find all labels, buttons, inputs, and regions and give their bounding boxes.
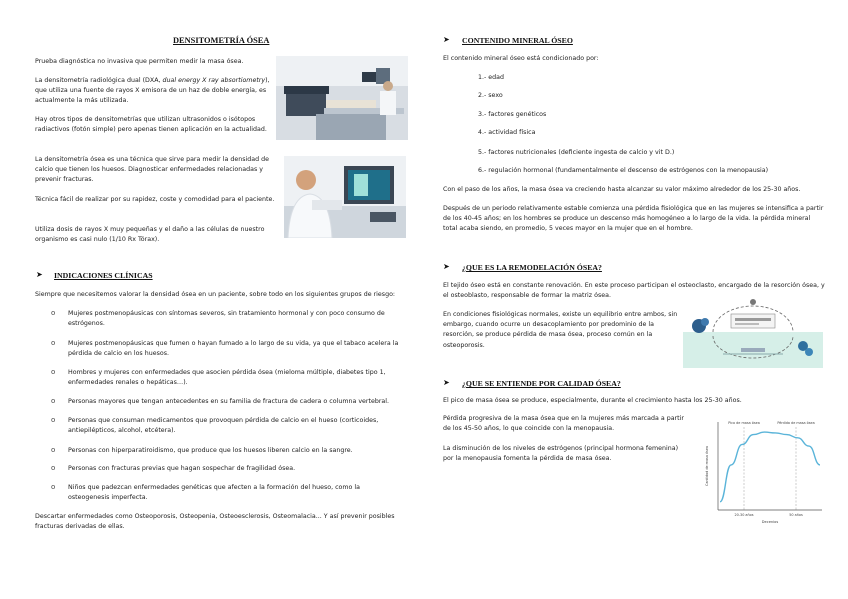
arrow-calidad-icon: ➤ (443, 378, 450, 387)
bone-mass-curve (720, 432, 820, 502)
list-item: Personas con fracturas previas que hagan sospechar de fragilidad ósea. (68, 465, 296, 472)
chart-annotation: Pico de masa ósea (728, 421, 760, 425)
factor-item: 4.- actividad física (478, 129, 536, 136)
calidad-paragraph-2: Pérdida progresiva de la masa ósea que en la mujeres más marcada a partir de los 45-50 años, lo que coincide con la menopausia. (443, 415, 684, 433)
factor-item: 2.- sexo (478, 92, 503, 99)
list-item: Niños que padezcan enfermedades genéticas que afecten a la formación del hueso, como la osteogenesis imperfecta. (68, 484, 361, 502)
indicaciones-title: INDICACIONES CLÍNICAS (54, 271, 153, 280)
chart-annotation: Pérdida de masa ósea (777, 421, 815, 425)
calidad-paragraph-3: La disminución de los niveles de estrógenos (principal hormona femenina) por la menopausia fomenta la pérdida de masa ósea. (443, 445, 679, 463)
calidad-paragraph-1: El pico de masa ósea se produce, especialmente, durante el crecimiento hasta los 25-30 años. (443, 397, 742, 404)
bullet-icon: o (51, 446, 56, 454)
indicaciones-intro: Siempre que necesitemos valorar la densidad ósea en un paciente, sobre todo en los siguientes grupos de riesgo: (35, 291, 396, 298)
list-item: Mujeres postmenopáusicas con síntomas severos, sin tratamiento hormonal y con poco consumo de estrógenos. (68, 310, 385, 328)
technician-photo (284, 156, 406, 238)
calidad-title: ¿QUE SE ENTIENDE POR CALIDAD ÓSEA? (462, 379, 621, 388)
list-item: Mujeres postmenopáusicas que fumen o hayan fumado a lo largo de su vida, ya que el tabaco acelera la pérdida de calcio en los huesos. (68, 340, 399, 358)
xray-dose-paragraph: Utiliza dosis de rayos X muy pequeñas y el daño a las células de nuestro organismo es casi nulo (1/10 Rx Tórax). (35, 226, 265, 244)
remodelacion-paragraph-2: En condiciones fisiológicas normales, existe un equilibrio entre ambos, sin embargo, cuando ocurre un desacoplamiento por predominio de la resorción, se produce pérdida de masa ósea, proceso común en la osteoporosis. (443, 311, 678, 349)
remodeling-diagram (683, 296, 823, 368)
chart-x-tick: 20-30 años (734, 513, 754, 517)
closing-paragraph: Descartar enfermedades como Osteoporosis, Osteopenia, Osteoesclerosis, Osteomalacia... Y así prevenir posibles fracturas derivadas de ellas. (35, 513, 395, 531)
factor-item: 6.- regulación hormonal (fundamentalmente el descenso de estrógenos con la menopausia) (478, 167, 769, 174)
densitometer-photo (276, 56, 408, 140)
factor-item: 1.- edad (478, 74, 505, 81)
bullet-icon: o (51, 339, 56, 347)
list-item: Personas que consuman medicamentos que provoquen pérdida de calcio en el hueso (corticoides, antiepilépticos, alcohol, etcétera). (68, 417, 379, 435)
dxa-text-c: ), que utiliza una fuente de rayos X emisora de un haz de doble energía, es actualmente la más utilizada. (35, 77, 270, 105)
arrow-remodelacion-icon: ➤ (443, 262, 450, 271)
factor-item: 3.- factores genéticos (478, 111, 547, 118)
dxa-text-italic: dual energy X ray absortiometry (162, 77, 266, 84)
bullet-icon: o (51, 416, 56, 424)
list-item: Hombres y mujeres con enfermedades que asocien pérdida ósea (mieloma múltiple, diabetes tipo 1, enfermedades renales o hepáticas…). (68, 369, 386, 387)
dxa-text-a: La densitometría radiológica dual (DXA, (35, 77, 163, 84)
page-title: DENSITOMETRÍA ÓSEA (173, 36, 270, 45)
contenido-intro: El contenido mineral óseo está condicionado por: (443, 55, 599, 62)
bone-mass-growth-paragraph: Con el paso de los años, la masa ósea va creciendo hasta alcanzar su valor máximo alrededor de los 25-30 años. (443, 186, 801, 193)
chart-ylabel: Cantidad de masa ósea (705, 446, 709, 486)
bone-mass-chart (696, 414, 826, 526)
arrow-indicaciones-icon: ➤ (36, 270, 43, 279)
dxa-paragraph (35, 76, 275, 107)
contenido-title: CONTENIDO MINERAL ÓSEO (462, 36, 573, 45)
easy-technique-paragraph: Técnica fácil de realizar por su rapidez, coste y comodidad para el paciente. (35, 196, 275, 203)
list-item: Personas mayores que tengan antecedentes en su familia de fractura de cadera o columna vertebral. (68, 398, 390, 405)
bullet-icon: o (51, 483, 56, 491)
intro-paragraph: Prueba diagnóstica no invasiva que permiten medir la masa ósea. (35, 58, 244, 65)
chart-x-tick: 50 años (789, 513, 803, 517)
chart-xlabel: Decenios (761, 520, 779, 524)
arrow-contenido-icon: ➤ (443, 35, 450, 44)
bullet-icon: o (51, 309, 56, 317)
other-types-paragraph: Hay otros tipos de densitometrías que utilizan ultrasonidos o isótopos radiactivos (fotón simple) pero apenas tienen aplicación en la actualidad. (35, 116, 267, 134)
list-item: Personas con hiperparatiroidismo, que produce que los huesos liberen calcio en la sangre. (68, 447, 353, 454)
bullet-icon: o (51, 464, 56, 472)
definition-paragraph: La densitometría ósea es una técnica que sirve para medir la densidad de calcio que tienen los huesos. Diagnosticar enfermedades relacionadas y prevenir fracturas. (35, 156, 269, 184)
bullet-icon: o (51, 368, 56, 376)
remodelacion-paragraph-1: El tejido óseo está en constante renovación. En este proceso participan el osteoclasto, encargado de la resorción ósea, y el osteoblasto, responsable de formar la matriz ósea. (443, 282, 825, 300)
factor-item: 5.- factores nutricionales (deficiente ingesta de calcio y vit D.) (478, 149, 675, 156)
remodelacion-title: ¿QUE ES LA REMODELACIÓN ÓSEA? (462, 263, 602, 272)
bone-loss-paragraph: Después de un periodo relativamente estable comienza una pérdida fisiológica que en las mujeres se intensifica a partir de los 40-45 años; en los hombres se produce un descenso más homogéneo a lo largo de la vida. la pérdida mineral total acaba siendo, en promedio, 5 veces mayor en la mujer que en el hombre. (443, 205, 824, 233)
bullet-icon: o (51, 397, 56, 405)
